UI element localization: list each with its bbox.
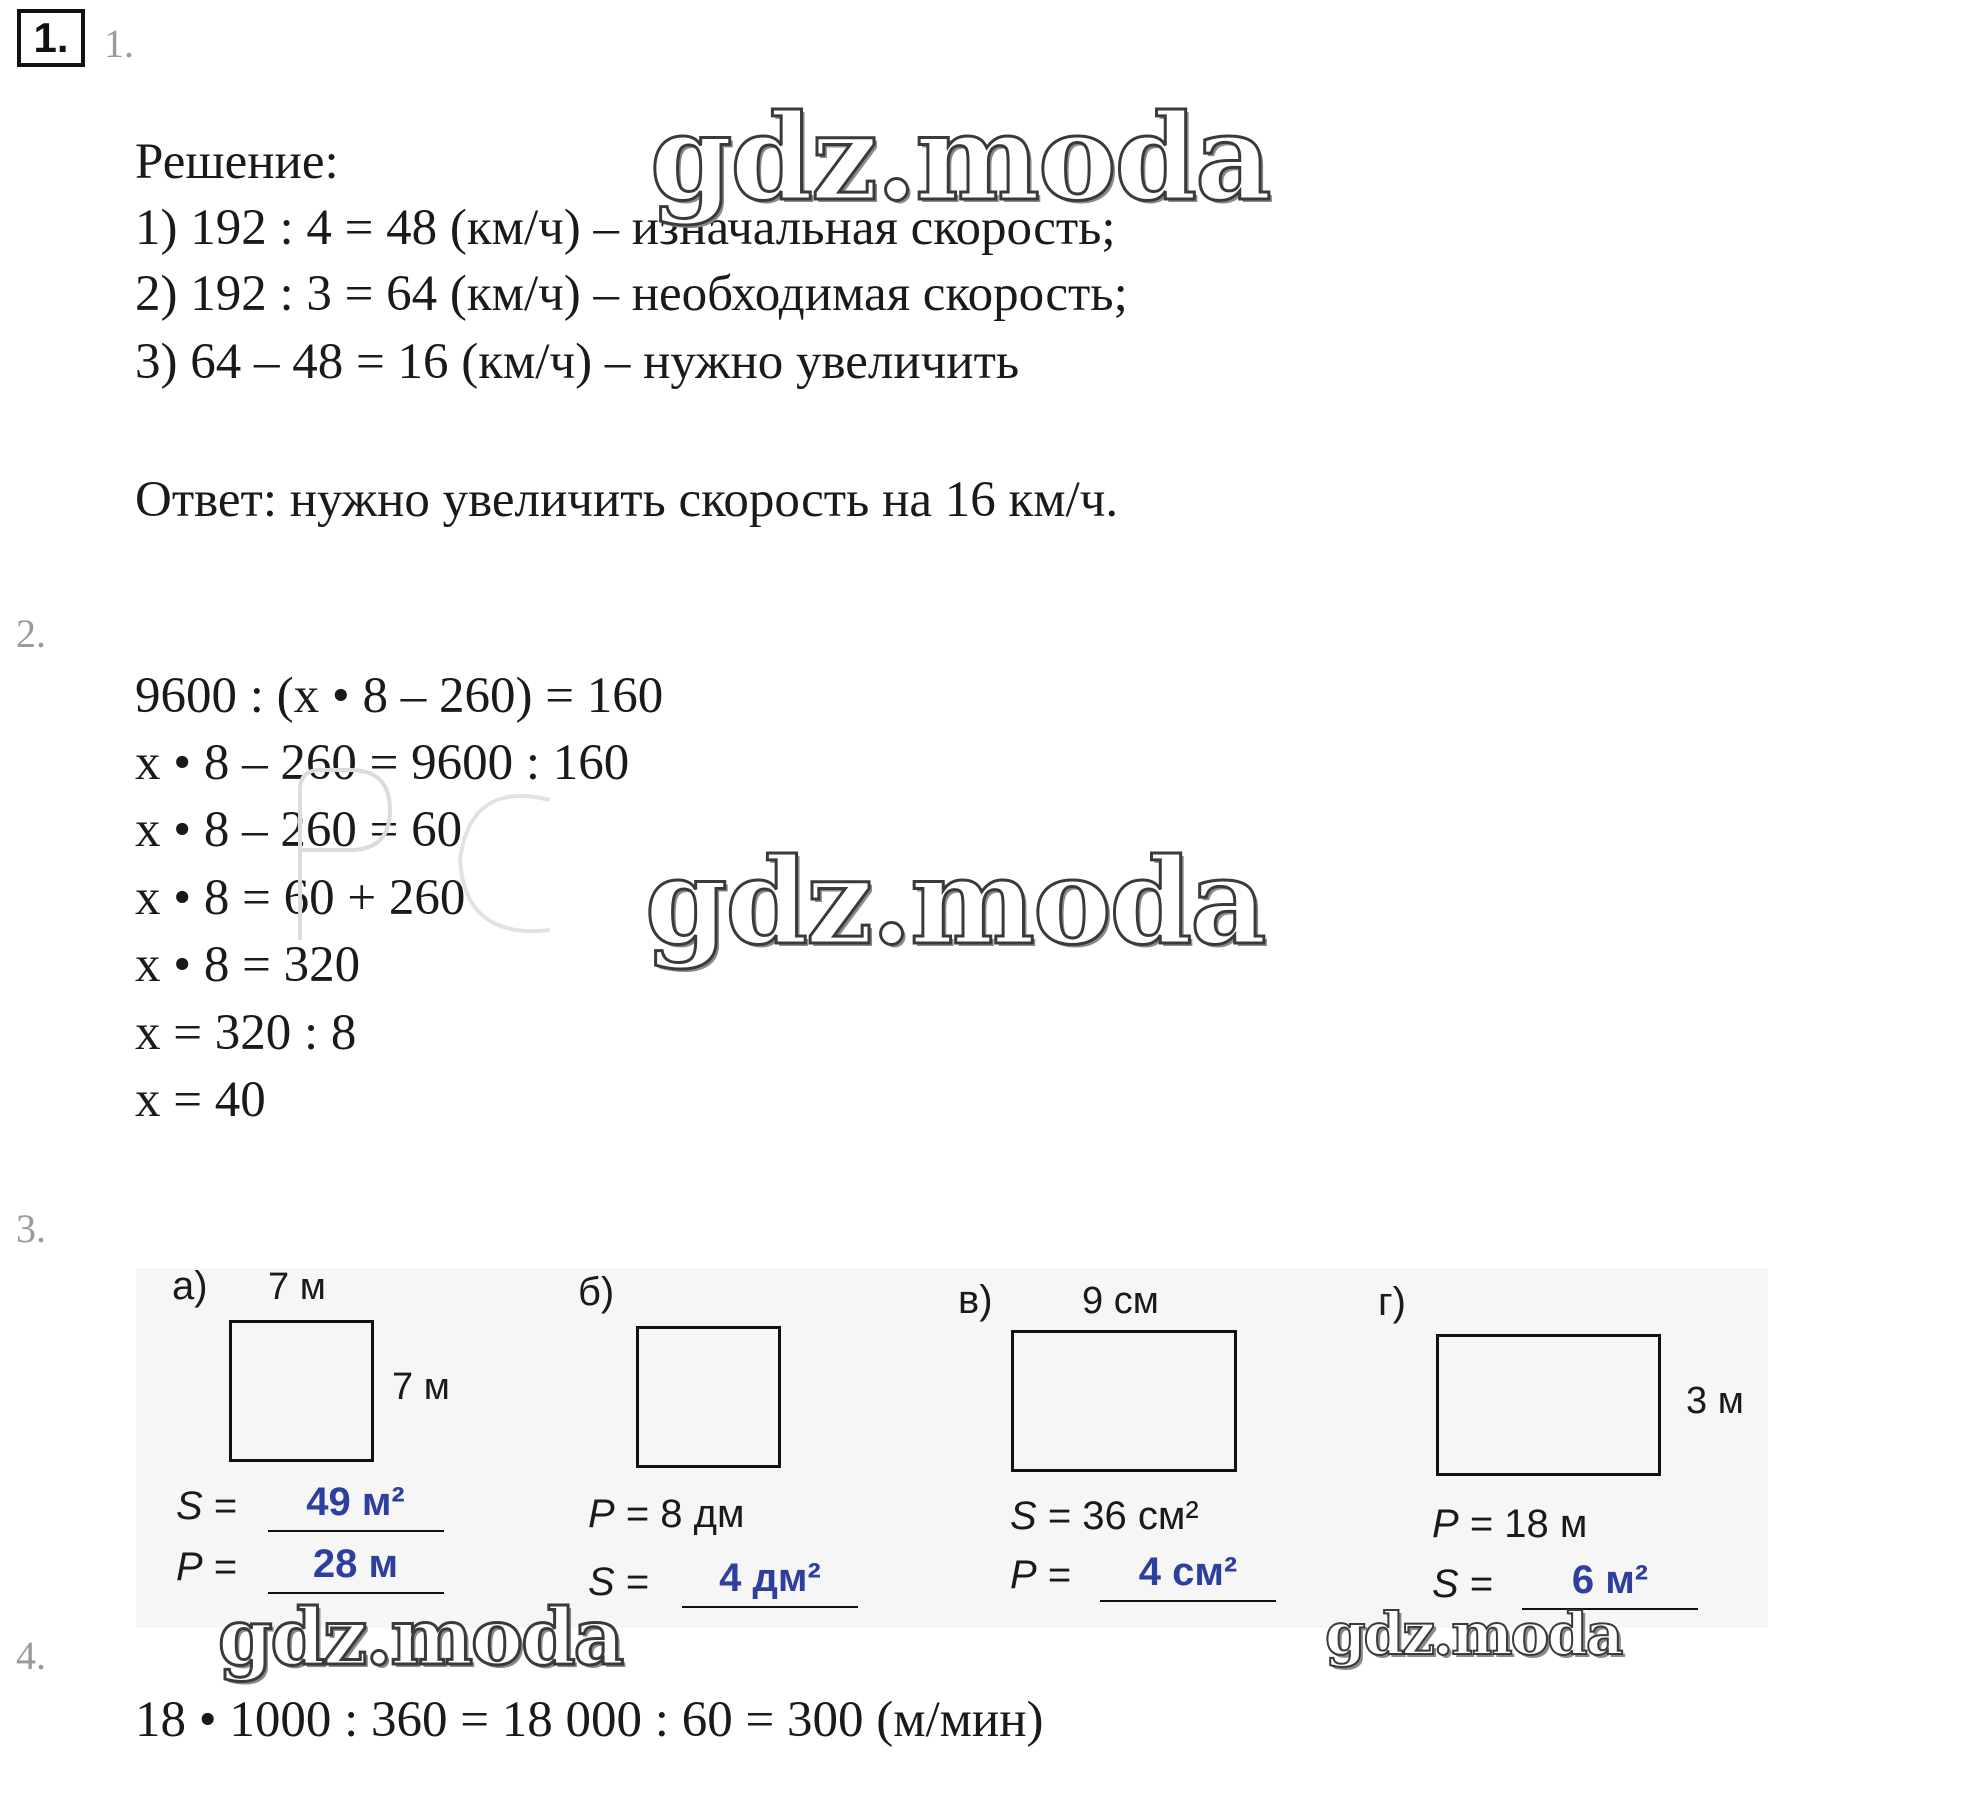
figure-c-line1 [1010,1494,1199,1539]
section-4-line: 18 • 1000 : 360 = 18 000 : 60 = 300 (м/мин) [135,1692,1044,1748]
figure-b-line2-answer: 4 дм² [719,1556,821,1600]
figure-b-line2-eq: = [625,1560,650,1604]
figure-a-line2-answer: 28 м [312,1542,399,1586]
watermark-logo-2: gdz.moda [645,832,1265,971]
figure-d-line1 [1432,1502,1587,1547]
figure-b-line2-var: S [588,1560,615,1604]
solution-step-1: 1) 192 : 4 = 48 (км/ч) – изначальная скорость; [135,200,1116,256]
figure-c-rectangle [1011,1330,1237,1472]
figure-c-line1-value: 36 см² [1082,1494,1199,1538]
figure-d-side-dim: 3 м [1686,1380,1744,1422]
figure-b-line2-underline [682,1606,858,1608]
figure-c-line2 [1010,1553,1071,1598]
figure-d-label: г) [1378,1280,1406,1324]
figure-b-line1 [588,1492,745,1537]
figure-a-line2-var: P [176,1545,203,1589]
figure-a-line2-eq: = [213,1545,238,1589]
figure-c-line2-underline [1100,1600,1276,1602]
figure-b-line1-eq: = [625,1492,650,1536]
equation-line-7: x = 40 [135,1072,266,1128]
figure-b-line1-var: P [588,1492,615,1536]
figure-c-top-dim: 9 см [1082,1280,1159,1322]
figure-a-line1-eq: = [213,1484,238,1528]
figure-d-line2-var: S [1432,1562,1459,1606]
sub-number: 1. [104,21,134,66]
watermark-logo-4: gdz.moda [1325,1600,1622,1668]
figure-a-line1 [176,1484,237,1529]
figure-d-line2-answer: 6 м² [1571,1558,1649,1602]
figure-c-line1-eq: = [1047,1494,1072,1538]
figure-a-line1-underline [268,1530,444,1532]
solution-step-3: 3) 64 – 48 = 16 (км/ч) – нужно увеличить [135,334,1020,390]
equation-line-3: x • 8 – 260 = 60 [135,802,463,858]
equation-line-1: 9600 : (x • 8 – 260) = 160 [135,668,664,724]
task-number-box: 1. [17,9,85,67]
equation-line-5: x • 8 = 320 [135,937,361,993]
watermark-logo: gdz.moda [650,88,1270,227]
figure-d-line1-eq: = [1469,1502,1494,1546]
figure-c-label: в) [958,1278,993,1322]
solution-heading: Решение: [135,134,339,190]
figure-a-top-dim: 7 м [268,1266,326,1308]
figure-a-line1-answer: 49 м² [306,1480,405,1524]
equation-line-4: x • 8 = 60 + 260 [135,870,466,926]
figure-c-line2-answer: 4 см² [1138,1550,1238,1594]
section-3-number: 3. [16,1206,46,1251]
figure-d-line1-var: P [1432,1502,1459,1546]
answer-line: Ответ: нужно увеличить скорость на 16 км/ч. [135,472,1119,528]
figure-c-line1-var: S [1010,1494,1037,1538]
figure-a-square [229,1320,374,1462]
figure-b-line1-value: 8 дм [660,1492,745,1536]
equation-line-6: x = 320 : 8 [135,1005,357,1061]
figure-a-label: а) [172,1264,208,1308]
watermark-logo-3: gdz.moda [218,1592,623,1683]
section-2-number: 2. [16,611,46,656]
figure-a-line1-var: S [176,1484,203,1528]
figure-b-square [636,1326,781,1468]
figure-c-line2-eq: = [1047,1553,1072,1597]
figure-b-label: б) [578,1270,615,1314]
figure-a-line2 [176,1545,237,1590]
figure-c-line2-var: P [1010,1553,1037,1597]
equation-line-2: x • 8 – 260 = 9600 : 160 [135,735,630,791]
figure-d-line2-eq: = [1469,1562,1494,1606]
figure-d-line1-value: 18 м [1504,1502,1588,1546]
figure-d-rectangle [1436,1334,1661,1476]
ghost-mark [290,760,570,960]
figure-a-side-dim: 7 м [392,1366,450,1408]
section-4-number: 4. [16,1633,46,1678]
solution-step-2: 2) 192 : 3 = 64 (км/ч) – необходимая скорость; [135,266,1128,322]
